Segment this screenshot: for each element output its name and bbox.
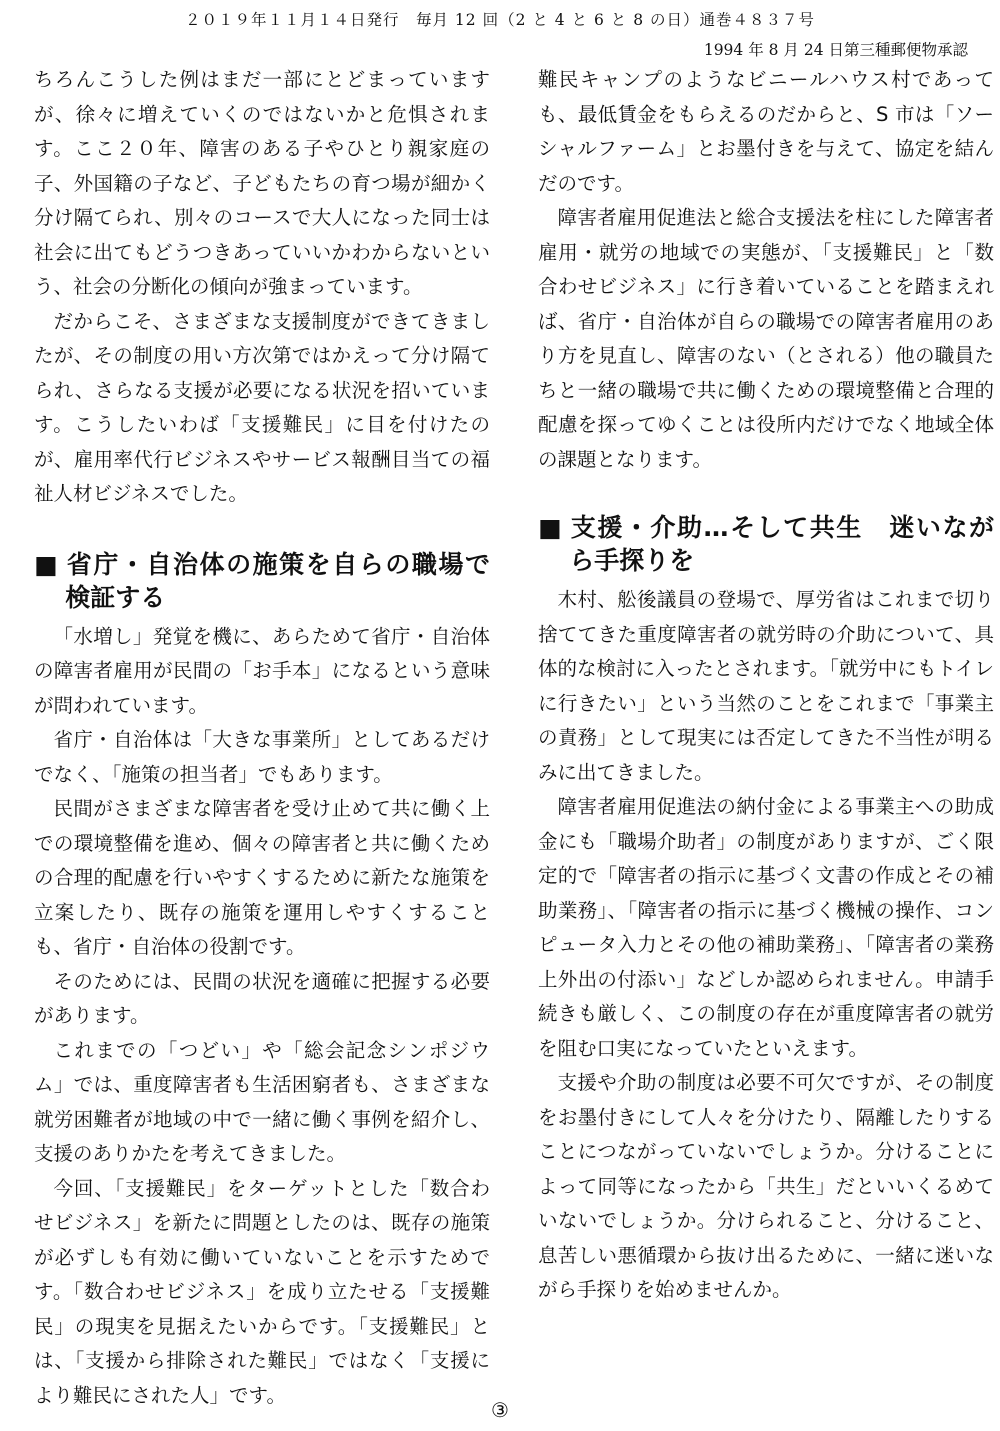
paragraph: そのためには、民間の状況を適確に把握する必要があります。 — [34, 969, 490, 1027]
postal-permit: 1994 年 8 月 24 日第三種郵便物承認 — [703, 41, 968, 59]
section-heading-text: 省庁・自治体の施策を自らの職場で検証する — [65, 549, 490, 612]
paragraph: 省庁・自治体は「大きな事業所」としてあるだけでなく、「施策の担当者」でもあります。 — [34, 728, 490, 786]
left-column — [34, 63, 490, 1413]
paragraph: 木村、舩後議員の登場で、厚労省はこれまで切り捨ててきた重度障害者の就労時の介助について、具体的な検討に入ったとされます。「就労中にもトイレに行きたい」という当然のことをこれまで「事業主の責務」として現実には否定してきた不当性が明るみに出てきました。 — [538, 588, 994, 784]
paragraph: ちろんこうした例はまだ一部にとどまっていますが、徐々に増えていくのではないかと危惧されます。ここ２０年、障害のある子やひとり親家庭の子、外国籍の子など、子どもたちの育つ場が細かく分け隔てられ、別々のコースで大人になった同士は社会に出てもどうつきあっていいかわからないという、社会の分断化の傾向が強まっています。 — [34, 68, 490, 298]
square-bullet-icon: ■ — [538, 513, 562, 542]
section-heading — [538, 511, 994, 577]
paragraph: 「水増し」発覚を機に、あらためて省庁・自治体の障害者雇用が民間の「お手本」になるという意味が問われています。 — [34, 624, 490, 717]
paragraph: 障害者雇用促進法の納付金による事業主への助成金にも「職場介助者」の制度がありますが、ごく限定的で「障害者の指示に基づく文書の作成とその補助業務」、「障害者の指示に基づく機械の操作、コンピュータ入力とその他の補助業務」、「障害者の業務上外出の付添い」などしか認められません。申請手続きも厳しく、この制度の存在が重度障害者の就労を阻む口実になっていたといえます。 — [538, 795, 994, 1060]
paragraph: 難民キャンプのようなビニールハウス村であっても、最低賃金をもらえるのだからと、S 市は「ソーシャルファーム」とお墨付きを与えて、協定を結んだのです。 — [538, 68, 994, 195]
section-heading-text: 支援・介助…そして共生 迷いながら手探りを — [569, 513, 994, 575]
paragraph: 支援や介助の制度は必要不可欠ですが、その制度をお墨付きにして人々を分けたり、隔離したりすることにつながっていないでしょうか。分けることによって同等になったから「共生」だといいくるめていないでしょうか。分けられること、分けること、息苦しい悪循環から抜け出るために、一緒に迷いながら手探りを始めませんか。 — [538, 1071, 994, 1301]
page-number: ③ — [491, 1398, 509, 1422]
square-bullet-icon: ■ — [34, 549, 58, 579]
paragraph: 障害者雇用促進法と総合支援法を柱にした障害者雇用・就労の地域での実態が、「支援難民」と「数合わせビジネス」に行き着いていることを踏まえれば、省庁・自治体が自らの職場での障害者雇用のあり方を見直し、障害のない（とされる）他の職員たちと一緒の職場で共に働くための環境整備と合理的配慮を探ってゆくことは役所内だけでなく地域全体の課題となります。 — [538, 206, 994, 471]
paragraph: だからこそ、さまざまな支援制度ができてきましたが、その制度の用い方次第ではかえって分け隔てられ、さらなる支援が必要になる状況を招いています。こうしたいわば「支援難民」に目を付けたのが、雇用率代行ビジネスやサービス報酬目当ての福祉人材ビジネスでした。 — [34, 309, 490, 505]
paragraph: 今回、「支援難民」をターゲットとした「数合わせビジネス」を新たに問題としたのは、既存の施策が必ずしも有効に働いていないことを示すためです。「数合わせビジネス」を成り立たせる「支援難民」の現実を見据えたいからです。「支援難民」とは、「支援から排除された難民」ではなく「支援により難民にされた人」です。 — [34, 1176, 490, 1407]
paragraph: 民間がさまざまな障害者を受け止めて共に働く上での環境整備を進め、個々の障害者と共に働くための合理的配慮を行いやすくするために新たな施策を立案したり、既存の施策を運用しやすくすることも、省庁・自治体の役割です。 — [34, 797, 490, 958]
paragraph: これまでの「つどい」や「総会記念シンポジウム」では、重度障害者も生活困窮者も、さまざまな就労困難者が地域の中で一緒に働く事例を紹介し、支援のありかたを考えてきました。 — [34, 1038, 490, 1165]
section-heading — [34, 548, 490, 614]
right-column — [538, 63, 994, 1308]
issue-info: ２０１９年１１月１４日発行 毎月 12 回（2 と 4 と 6 と 8 の日）通巻４８３７号 — [184, 11, 815, 29]
